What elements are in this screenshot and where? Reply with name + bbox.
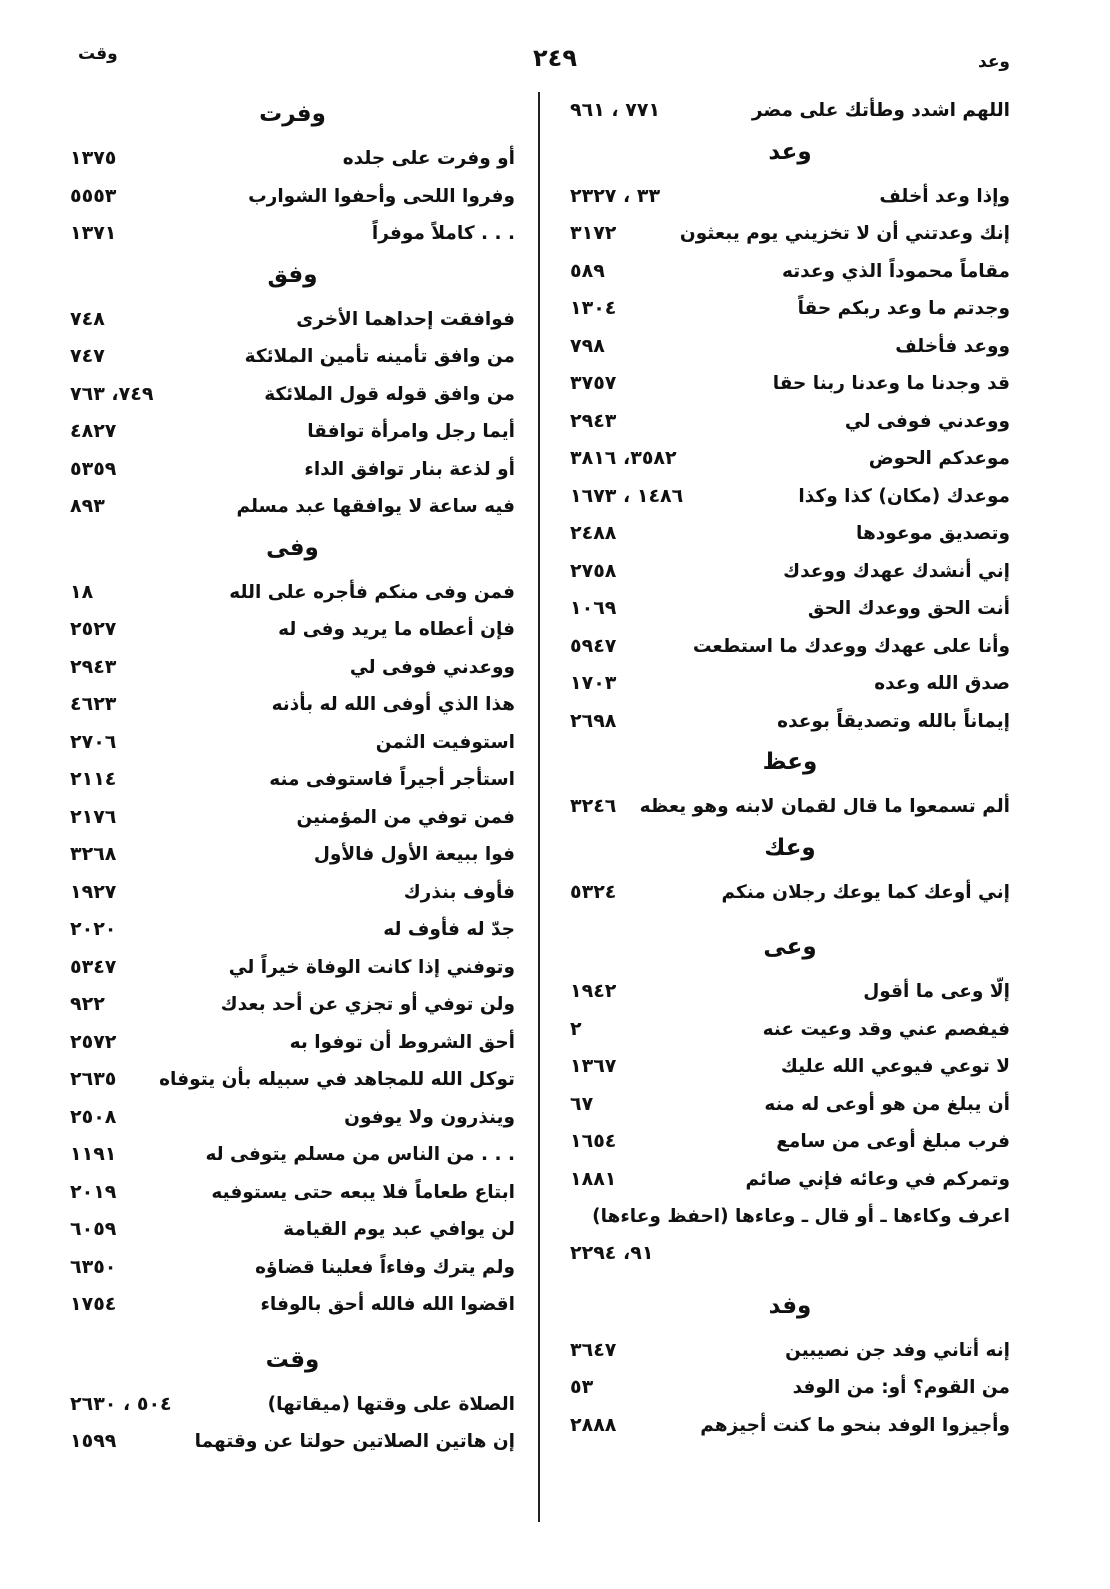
entry-reference-numbers: ١٥٩٩ (70, 1430, 117, 1452)
entry-reference-numbers: ٧٧١ ، ٩٦١ (570, 99, 661, 121)
entry-text: إني أنشدك عهدك ووعدك (783, 560, 1010, 582)
index-entry (70, 413, 515, 451)
entry-reference-numbers: ٢٠١٩ (70, 1180, 117, 1203)
entry-text: أيما رجل وامرأة توافقا (307, 421, 515, 442)
entry-reference-numbers: ٥٠٤ ، ٢٦٣٠ (70, 1392, 172, 1415)
spacer (570, 1270, 1010, 1284)
index-entry (570, 874, 1010, 912)
index-entry (70, 799, 515, 837)
index-entry (70, 1286, 515, 1324)
index-entry (70, 1061, 515, 1099)
index-entry (70, 1249, 515, 1287)
entry-text: قد وجدنا ما وعدنا ربنا حقا (772, 373, 1010, 394)
entry-reference-numbers: ٣٧٥٧ (570, 372, 617, 394)
index-entry (70, 761, 515, 799)
root-heading: وقت (265, 1346, 320, 1373)
entry-text: اقضوا الله فالله أحق بالوفاء (260, 1294, 515, 1315)
entry-reference-numbers: ٧٤٩، ٧٦٣ (70, 382, 154, 405)
spacer (70, 1324, 515, 1338)
index-entry (70, 1423, 515, 1461)
index-entry (570, 478, 1010, 516)
index-entry (570, 1086, 1010, 1124)
index-entry (570, 365, 1010, 403)
entry-reference-numbers: ١٣٦٧ (570, 1055, 617, 1077)
index-entry (70, 574, 515, 612)
entry-reference-numbers: ١٨ (70, 580, 94, 603)
entry-text: . . . كاملاً موفراً (371, 223, 515, 244)
entry-text: لا توعي فيوعي الله عليك (780, 1056, 1010, 1077)
index-entry (570, 590, 1010, 628)
entry-reference-numbers: ٥٣٢٤ (570, 880, 617, 903)
entry-reference-numbers: ٢٧٥٨ (570, 559, 617, 582)
index-entry (70, 1174, 515, 1212)
entry-reference-numbers: ٣٥٨٢، ٣٨١٦ (570, 447, 677, 469)
entry-reference-numbers: ٦٠٥٩ (70, 1218, 117, 1240)
root-heading: وفد (768, 1292, 812, 1319)
entry-text: اللهم اشدد وطأتك على مضر (751, 100, 1010, 121)
entry-text: وإذا وعد أخلف (879, 185, 1010, 207)
entry-reference-numbers: ٥٩٤٧ (570, 634, 617, 657)
index-entry (570, 403, 1010, 441)
entry-reference-numbers: ٧٤٨ (70, 307, 105, 330)
entry-reference-numbers: ١٣٠٤ (570, 297, 617, 319)
entry-text: فرب مبلغ أوعى من سامع (776, 1131, 1010, 1152)
entry-reference-numbers: ٢٦٩٨ (570, 709, 617, 732)
entry-text: استأجر أجيراً فاستوفى منه (269, 769, 515, 790)
index-entry (570, 628, 1010, 666)
index-entry (570, 1369, 1010, 1407)
entry-reference-numbers: ٦٣٥٠ (70, 1255, 117, 1278)
index-entry (570, 703, 1010, 741)
entry-text: من القوم؟ أو: من الوفد (792, 1377, 1010, 1398)
entry-reference-numbers: ١٩٢٧ (70, 880, 117, 903)
index-entry (570, 1198, 1010, 1236)
index-entry (70, 376, 515, 414)
entry-reference-numbers: ٢٦٣٥ (70, 1068, 117, 1090)
root-heading: وفرت (259, 101, 326, 127)
entry-text: من وافق تأمينه تأمين الملائكة (244, 346, 515, 367)
entry-reference-numbers: ٢١١٤ (70, 768, 117, 790)
entry-text: توكل الله للمجاهد في سبيله بأن يتوفاه (159, 1069, 515, 1090)
entry-text: وأجيزوا الوفد بنحو ما كنت أجيزهم (700, 1414, 1010, 1436)
index-entry (70, 301, 515, 339)
entry-reference-numbers: ١٧٠٣ (570, 672, 617, 694)
root-heading: وعك (764, 834, 816, 861)
index-entry (70, 1136, 515, 1174)
index-entry (70, 1211, 515, 1249)
entry-text: وتمركم في وعائه فإني صائم (745, 1168, 1010, 1190)
entry-text: موعدكم الحوض (868, 448, 1010, 469)
entry-reference-numbers: ١٦٥٤ (570, 1130, 617, 1152)
index-entry (70, 1024, 515, 1062)
index-entry (570, 1011, 1010, 1049)
entry-reference-numbers: ٨٩٣ (70, 495, 105, 517)
entry-reference-numbers: ٣٢٤٦ (570, 795, 617, 817)
entry-text: إيماناً بالله وتصديقاً بوعده (777, 710, 1010, 732)
index-entry (70, 488, 515, 526)
entry-reference-numbers: ٥٨٩ (570, 259, 605, 282)
entry-text: وتصديق موعودها (856, 523, 1010, 544)
entry-reference-numbers: ٢٥٢٧ (70, 618, 117, 640)
index-entry (570, 253, 1010, 291)
entry-reference-numbers: ١٩٤٢ (570, 980, 617, 1002)
entry-reference-numbers: ٩٢٢ (70, 993, 105, 1015)
entry-reference-numbers: ٧٩٨ (570, 334, 605, 357)
index-entry (570, 788, 1010, 826)
entry-text: إلّا وعى ما أقول (863, 981, 1010, 1002)
entry-reference-numbers: ١٧٥٤ (70, 1293, 117, 1315)
entry-text: أنت الحق ووعدك الحق (807, 598, 1010, 619)
entry-text: إنك وعدتني أن لا تخزيني يوم يبعثون (679, 223, 1010, 244)
index-entry (570, 553, 1010, 591)
index-entry (70, 649, 515, 687)
index-entry (70, 874, 515, 912)
entry-text: فوا ببيعة الأول فالأول (313, 844, 515, 865)
entry-reference-numbers: ١١٩١ (70, 1143, 117, 1165)
entry-reference-numbers: ٢٤٨٨ (570, 522, 617, 544)
entry-reference-numbers: ٢٥٠٨ (70, 1105, 117, 1128)
index-entry (70, 911, 515, 949)
entry-text: استوفيت الثمن (375, 731, 515, 753)
entry-reference-numbers: ١٣٧١ (70, 222, 117, 244)
index-entry (570, 973, 1010, 1011)
entry-reference-numbers: ٢٠٢٠ (70, 918, 117, 940)
entry-text: إن هاتين الصلاتين حولتا عن وقتهما (194, 1431, 515, 1452)
entry-text: وينذرون ولا يوفون (344, 1106, 515, 1128)
entry-text: أو لذعة بنار توافق الداء (304, 458, 515, 480)
entry-text: موعدك (مكان) كذا وكذا (798, 485, 1010, 507)
entry-text: صدق الله وعده (874, 673, 1010, 694)
entry-reference-numbers: ٤٨٢٧ (70, 420, 117, 442)
index-entry (570, 215, 1010, 253)
entry-text: أو وفرت على جلده (342, 148, 515, 169)
index-entry (70, 178, 515, 216)
index-entry (70, 338, 515, 376)
index-entry (70, 836, 515, 874)
entry-reference-numbers: ٢١٧٦ (70, 805, 117, 828)
entry-text: فمن توفي من المؤمنين (296, 806, 515, 828)
entry-text: فوافقت إحداهما الأخرى (296, 308, 515, 330)
entry-reference-numbers: ٦٧ (570, 1092, 594, 1115)
entry-text: إني أوعك كما يوعك رجلان منكم (721, 881, 1010, 903)
entry-text: مقاماً محموداً الذي وعدته (782, 260, 1010, 282)
entry-reference-numbers: ٣٣ ، ٢٣٢٧ (570, 184, 661, 207)
entry-text: فأوف بنذرك (403, 881, 515, 903)
header-last-root-word: وقت (78, 44, 118, 64)
entry-reference-numbers: ٣١٧٢ (570, 222, 617, 244)
entry-reference-numbers: ٤٦٢٣ (70, 693, 117, 715)
header-root-word: وعد (978, 52, 1010, 72)
index-entry (570, 92, 1010, 130)
entry-text: أن يبلغ من هو أوعى له منه (764, 1093, 1010, 1115)
entry-text: من وافق قوله قول الملائكة (264, 383, 515, 405)
index-entry (570, 328, 1010, 366)
entry-text: وجدتم ما وعد ربكم حقاً (797, 298, 1010, 319)
entry-text: وفروا اللحى وأحفوا الشوارب (248, 185, 515, 207)
entry-text: فمن وفى منكم فأجره على الله (229, 581, 515, 603)
root-heading: وعظ (762, 749, 818, 775)
page-number: ٢٤٩ (533, 44, 577, 72)
entry-text: فإن أعطاه ما يريد وفى له (278, 619, 515, 640)
index-entry (70, 451, 515, 489)
entry-reference-numbers: ١٨٨١ (570, 1167, 617, 1190)
root-heading: وعى (763, 934, 817, 960)
index-entry (70, 215, 515, 253)
entry-text: إنه أتاني وفد جن نصيبين (785, 1339, 1010, 1361)
entry-reference-numbers: ٣٦٤٧ (570, 1338, 617, 1361)
entry-text: اعرف وكاءها ـ أو قال ـ وعاءها (احفظ وعاءها) (592, 1206, 1010, 1227)
entry-text: ووعد فأخلف (895, 335, 1010, 357)
entry-text: وأنا على عهدك ووعدك ما استطعت (692, 635, 1010, 657)
entry-reference-numbers: ٧٤٧ (70, 345, 105, 367)
entry-text: . . . من الناس من مسلم يتوفى له (205, 1144, 515, 1165)
index-entry (70, 1099, 515, 1137)
entry-reference-numbers: ٢٧٠٦ (70, 730, 117, 753)
entry-reference-numbers: ٢٩٤٣ (70, 655, 117, 678)
entry-text: ووعدني فوفى لي (349, 656, 515, 678)
index-entry (570, 1332, 1010, 1370)
entry-reference-numbers: ٥٣ (570, 1376, 594, 1398)
entry-text: جدّ له فأوف له (383, 919, 515, 940)
entry-reference-numbers: ١٣٧٥ (70, 147, 117, 169)
index-entry (570, 290, 1010, 328)
entry-reference-numbers: ٥٥٥٣ (70, 184, 117, 207)
left-column (70, 92, 515, 1461)
column-divider (538, 92, 540, 1522)
entry-reference-numbers: ١٤٨٦ ، ١٦٧٣ (570, 484, 684, 507)
entry-reference-numbers: ١٠٦٩ (570, 597, 617, 619)
index-entry (570, 178, 1010, 216)
index-entry (570, 1236, 1010, 1270)
index-entry (70, 1386, 515, 1424)
entry-reference-numbers: ٢٨٨٨ (570, 1413, 617, 1436)
entry-text: لن يوافي عبد يوم القيامة (283, 1219, 515, 1240)
index-entry (70, 686, 515, 724)
index-entry (70, 611, 515, 649)
root-heading: وعد (768, 138, 812, 165)
page-header (0, 40, 1110, 80)
index-entry (570, 515, 1010, 553)
index-entry (570, 1407, 1010, 1445)
entry-text: أحق الشروط أن توفوا به (289, 1031, 515, 1053)
entry-reference-numbers: ٢٩٤٣ (570, 409, 617, 432)
entry-text: ألم تسمعوا ما قال لقمان لابنه وهو يعظه (639, 796, 1010, 817)
spacer (570, 911, 1010, 925)
entry-text: ووعدني فوفى لي (844, 410, 1010, 432)
entry-reference-numbers: ٥٣٥٩ (70, 457, 117, 480)
index-entry (570, 1161, 1010, 1199)
index-entry (570, 665, 1010, 703)
root-heading: وفى (266, 534, 319, 561)
entry-reference-numbers: ٢٥٧٢ (70, 1030, 117, 1053)
index-entry (70, 949, 515, 987)
entry-text: فيه ساعة لا يوافقها عبد مسلم (236, 496, 515, 517)
entry-reference-numbers: ٩١، ٢٢٩٤ (570, 1241, 654, 1264)
index-entry (570, 1123, 1010, 1161)
root-heading: وفق (267, 261, 318, 288)
index-entry (570, 440, 1010, 478)
entry-text: ولن توفي أو تجزي عن أحد بعدك (220, 994, 515, 1015)
entry-text: ولم يترك وفاءاً فعلينا قضاؤه (255, 1256, 515, 1278)
entry-reference-numbers: ٣٢٦٨ (70, 843, 117, 865)
index-entry (70, 986, 515, 1024)
entry-text: وتوفني إذا كانت الوفاة خيراً لي (228, 956, 515, 978)
entry-text: الصلاة على وقتها (ميقاتها) (267, 1393, 515, 1415)
entry-reference-numbers: ٥٣٤٧ (70, 955, 117, 978)
entry-text: فيفصم عني وقد وعيت عنه (762, 1018, 1010, 1040)
entry-text: هذا الذي أوفى الله له بأذنه (271, 694, 515, 715)
entry-text: ابتاع طعاماً فلا يبعه حتى يستوفيه (211, 1181, 515, 1203)
index-entry (70, 724, 515, 762)
index-entry (70, 140, 515, 178)
right-column (570, 92, 1010, 1444)
index-entry (570, 1048, 1010, 1086)
entry-reference-numbers: ٢ (570, 1017, 582, 1040)
